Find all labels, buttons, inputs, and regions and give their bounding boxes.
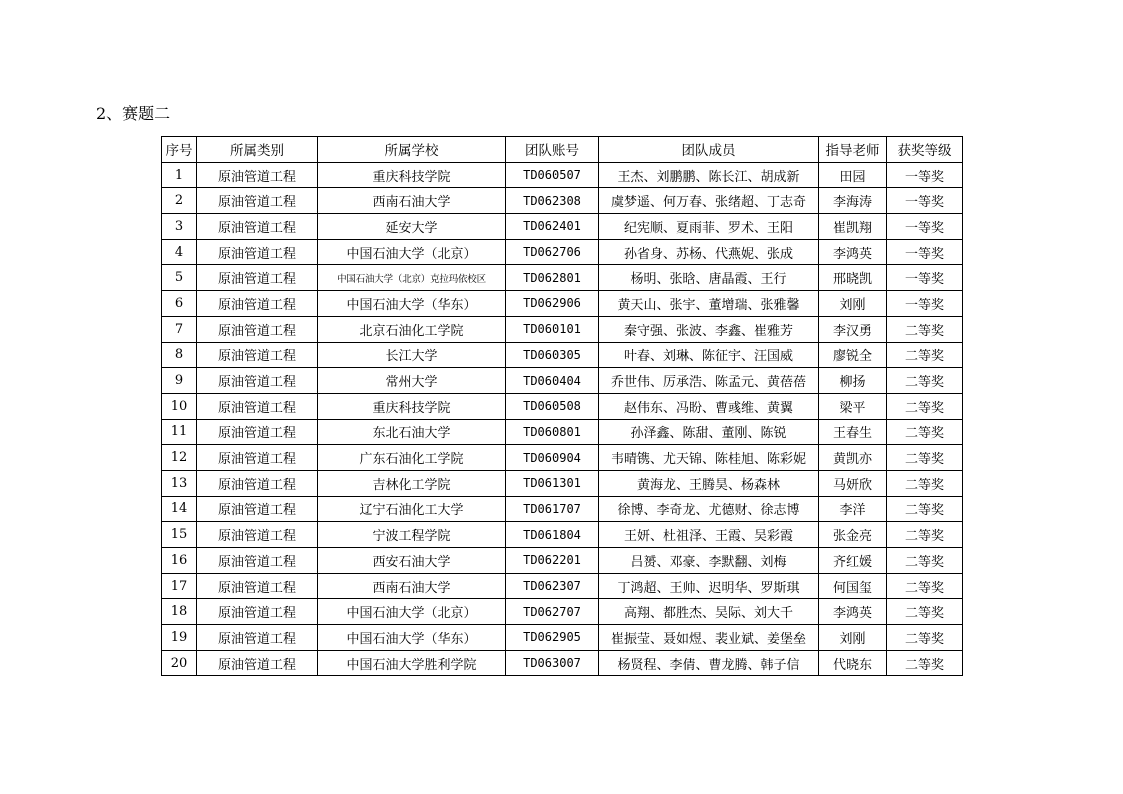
cell-team-account: TD062707	[506, 599, 599, 625]
section-title: 2、赛题二	[96, 104, 171, 123]
cell-team-members: 孙泽鑫、陈甜、董刚、陈锐	[599, 419, 819, 445]
cell-index: 12	[162, 445, 197, 471]
table-row	[162, 599, 963, 625]
cell-team-account: TD062401	[506, 214, 599, 240]
cell-team-members: 王杰、刘鹏鹏、陈长江、胡成新	[599, 162, 819, 188]
table-row	[162, 470, 963, 496]
cell-school: 西南石油大学	[318, 188, 506, 214]
cell-category: 原油管道工程	[197, 188, 318, 214]
cell-team-members: 丁鸿超、王帅、迟明华、罗斯琪	[599, 573, 819, 599]
cell-award-level: 二等奖	[887, 573, 963, 599]
table-row	[162, 214, 963, 240]
table-row	[162, 445, 963, 471]
cell-category: 原油管道工程	[197, 496, 318, 522]
table-row	[162, 548, 963, 574]
cell-advisor: 李鸿英	[819, 239, 887, 265]
cell-index: 19	[162, 625, 197, 651]
cell-team-account: TD061804	[506, 522, 599, 548]
cell-school: 中国石油大学（北京）	[318, 599, 506, 625]
cell-school: 长江大学	[318, 342, 506, 368]
cell-team-account: TD060305	[506, 342, 599, 368]
table-row	[162, 239, 963, 265]
cell-category: 原油管道工程	[197, 214, 318, 240]
header-team-members: 团队成员	[599, 137, 819, 163]
cell-award-level: 二等奖	[887, 368, 963, 394]
cell-team-members: 虞梦遥、何万春、张绪超、丁志奇	[599, 188, 819, 214]
cell-advisor: 何国玺	[819, 573, 887, 599]
cell-team-members: 叶春、刘琳、陈征宇、汪国威	[599, 342, 819, 368]
cell-index: 2	[162, 188, 197, 214]
cell-index: 16	[162, 548, 197, 574]
cell-category: 原油管道工程	[197, 368, 318, 394]
cell-team-members: 秦守强、张波、李鑫、崔雅芳	[599, 316, 819, 342]
cell-category: 原油管道工程	[197, 522, 318, 548]
cell-category: 原油管道工程	[197, 291, 318, 317]
cell-category: 原油管道工程	[197, 239, 318, 265]
cell-advisor: 代晓东	[819, 650, 887, 676]
cell-advisor: 廖锐全	[819, 342, 887, 368]
cell-school: 吉林化工学院	[318, 470, 506, 496]
cell-category: 原油管道工程	[197, 599, 318, 625]
cell-award-level: 一等奖	[887, 162, 963, 188]
cell-index: 3	[162, 214, 197, 240]
cell-award-level: 一等奖	[887, 239, 963, 265]
cell-school: 延安大学	[318, 214, 506, 240]
award-results-table	[161, 136, 963, 676]
cell-index: 18	[162, 599, 197, 625]
table-row	[162, 522, 963, 548]
header-index: 序号	[162, 137, 197, 163]
cell-advisor: 黄凯亦	[819, 445, 887, 471]
cell-award-level: 二等奖	[887, 548, 963, 574]
cell-team-account: TD062906	[506, 291, 599, 317]
table-row	[162, 316, 963, 342]
cell-index: 4	[162, 239, 197, 265]
cell-category: 原油管道工程	[197, 445, 318, 471]
cell-category: 原油管道工程	[197, 625, 318, 651]
table-row	[162, 368, 963, 394]
cell-advisor: 刘刚	[819, 291, 887, 317]
cell-school: 广东石油化工学院	[318, 445, 506, 471]
cell-school: 北京石油化工学院	[318, 316, 506, 342]
cell-award-level: 一等奖	[887, 291, 963, 317]
cell-index: 5	[162, 265, 197, 291]
cell-team-members: 王妍、杜祖泽、王霞、吴彩霞	[599, 522, 819, 548]
cell-award-level: 二等奖	[887, 342, 963, 368]
cell-team-account: TD061301	[506, 470, 599, 496]
header-school: 所属学校	[318, 137, 506, 163]
cell-school: 东北石油大学	[318, 419, 506, 445]
header-advisor: 指导老师	[819, 137, 887, 163]
cell-school: 常州大学	[318, 368, 506, 394]
cell-team-account: TD060801	[506, 419, 599, 445]
cell-advisor: 李海涛	[819, 188, 887, 214]
cell-advisor: 李汉勇	[819, 316, 887, 342]
cell-award-level: 二等奖	[887, 393, 963, 419]
cell-team-account: TD061707	[506, 496, 599, 522]
cell-team-account: TD062905	[506, 625, 599, 651]
cell-award-level: 一等奖	[887, 188, 963, 214]
cell-advisor: 张金亮	[819, 522, 887, 548]
cell-team-account: TD060101	[506, 316, 599, 342]
cell-category: 原油管道工程	[197, 470, 318, 496]
cell-team-members: 高翔、都胜杰、吴际、刘大千	[599, 599, 819, 625]
table-row	[162, 342, 963, 368]
cell-team-account: TD060508	[506, 393, 599, 419]
cell-index: 10	[162, 393, 197, 419]
cell-advisor: 马妍欣	[819, 470, 887, 496]
table-row	[162, 573, 963, 599]
cell-team-members: 徐博、李奇龙、尤德财、徐志博	[599, 496, 819, 522]
table-row	[162, 265, 963, 291]
cell-index: 11	[162, 419, 197, 445]
table-row	[162, 496, 963, 522]
cell-advisor: 邢晓凯	[819, 265, 887, 291]
cell-award-level: 一等奖	[887, 214, 963, 240]
cell-team-members: 吕赟、邓豪、李默翻、刘梅	[599, 548, 819, 574]
cell-team-account: TD062706	[506, 239, 599, 265]
cell-index: 13	[162, 470, 197, 496]
cell-advisor: 李洋	[819, 496, 887, 522]
cell-school: 辽宁石油化工大学	[318, 496, 506, 522]
cell-school: 中国石油大学（北京）	[318, 239, 506, 265]
table-header-row	[162, 137, 963, 163]
table-row	[162, 393, 963, 419]
cell-school: 中国石油大学（北京）克拉玛依校区	[318, 265, 506, 291]
cell-index: 8	[162, 342, 197, 368]
header-award-level: 获奖等级	[887, 137, 963, 163]
cell-award-level: 二等奖	[887, 599, 963, 625]
cell-category: 原油管道工程	[197, 265, 318, 291]
cell-advisor: 李鸿英	[819, 599, 887, 625]
cell-school: 重庆科技学院	[318, 393, 506, 419]
cell-award-level: 二等奖	[887, 445, 963, 471]
cell-advisor: 崔凯翔	[819, 214, 887, 240]
table-row	[162, 650, 963, 676]
cell-team-members: 孙省身、苏杨、代燕妮、张成	[599, 239, 819, 265]
cell-award-level: 二等奖	[887, 470, 963, 496]
cell-school: 西安石油大学	[318, 548, 506, 574]
cell-team-account: TD062307	[506, 573, 599, 599]
cell-award-level: 一等奖	[887, 265, 963, 291]
cell-school: 重庆科技学院	[318, 162, 506, 188]
cell-team-account: TD060507	[506, 162, 599, 188]
cell-team-members: 乔世伟、厉承浩、陈孟元、黄蓓蓓	[599, 368, 819, 394]
cell-school: 中国石油大学胜利学院	[318, 650, 506, 676]
cell-category: 原油管道工程	[197, 393, 318, 419]
cell-index: 9	[162, 368, 197, 394]
cell-advisor: 齐红媛	[819, 548, 887, 574]
cell-award-level: 二等奖	[887, 419, 963, 445]
cell-category: 原油管道工程	[197, 548, 318, 574]
cell-index: 14	[162, 496, 197, 522]
cell-advisor: 柳扬	[819, 368, 887, 394]
cell-award-level: 二等奖	[887, 496, 963, 522]
cell-advisor: 田园	[819, 162, 887, 188]
table-row	[162, 291, 963, 317]
cell-team-account: TD062308	[506, 188, 599, 214]
cell-team-members: 纪宪顺、夏雨菲、罗术、王阳	[599, 214, 819, 240]
cell-team-members: 杨贤程、李倩、曹龙腾、韩子信	[599, 650, 819, 676]
cell-index: 17	[162, 573, 197, 599]
cell-team-account: TD060404	[506, 368, 599, 394]
cell-team-members: 杨明、张晗、唐晶霞、王行	[599, 265, 819, 291]
cell-category: 原油管道工程	[197, 573, 318, 599]
cell-index: 7	[162, 316, 197, 342]
cell-category: 原油管道工程	[197, 650, 318, 676]
cell-school: 西南石油大学	[318, 573, 506, 599]
cell-award-level: 二等奖	[887, 316, 963, 342]
table-row	[162, 419, 963, 445]
cell-award-level: 二等奖	[887, 522, 963, 548]
cell-index: 20	[162, 650, 197, 676]
cell-award-level: 二等奖	[887, 625, 963, 651]
cell-category: 原油管道工程	[197, 162, 318, 188]
table-body	[162, 162, 963, 676]
table-row	[162, 625, 963, 651]
cell-index: 15	[162, 522, 197, 548]
cell-school: 中国石油大学（华东）	[318, 625, 506, 651]
cell-advisor: 刘刚	[819, 625, 887, 651]
cell-school: 宁波工程学院	[318, 522, 506, 548]
cell-team-account: TD062201	[506, 548, 599, 574]
cell-team-account: TD060904	[506, 445, 599, 471]
cell-school: 中国石油大学（华东）	[318, 291, 506, 317]
cell-team-members: 黄天山、张宇、董增瑞、张雅馨	[599, 291, 819, 317]
cell-team-members: 崔振莹、聂如煜、裴业斌、姜堡垒	[599, 625, 819, 651]
table-row	[162, 162, 963, 188]
cell-award-level: 二等奖	[887, 650, 963, 676]
cell-team-account: TD062801	[506, 265, 599, 291]
cell-team-members: 黄海龙、王腾昊、杨森林	[599, 470, 819, 496]
cell-category: 原油管道工程	[197, 316, 318, 342]
cell-index: 6	[162, 291, 197, 317]
cell-advisor: 梁平	[819, 393, 887, 419]
cell-index: 1	[162, 162, 197, 188]
cell-category: 原油管道工程	[197, 419, 318, 445]
cell-advisor: 王春生	[819, 419, 887, 445]
cell-team-members: 韦晴镌、尤天锦、陈桂旭、陈彩妮	[599, 445, 819, 471]
cell-category: 原油管道工程	[197, 342, 318, 368]
table-row	[162, 188, 963, 214]
header-team-account: 团队账号	[506, 137, 599, 163]
cell-team-members: 赵伟东、冯盼、曹彧维、黄翼	[599, 393, 819, 419]
header-category: 所属类别	[197, 137, 318, 163]
cell-team-account: TD063007	[506, 650, 599, 676]
